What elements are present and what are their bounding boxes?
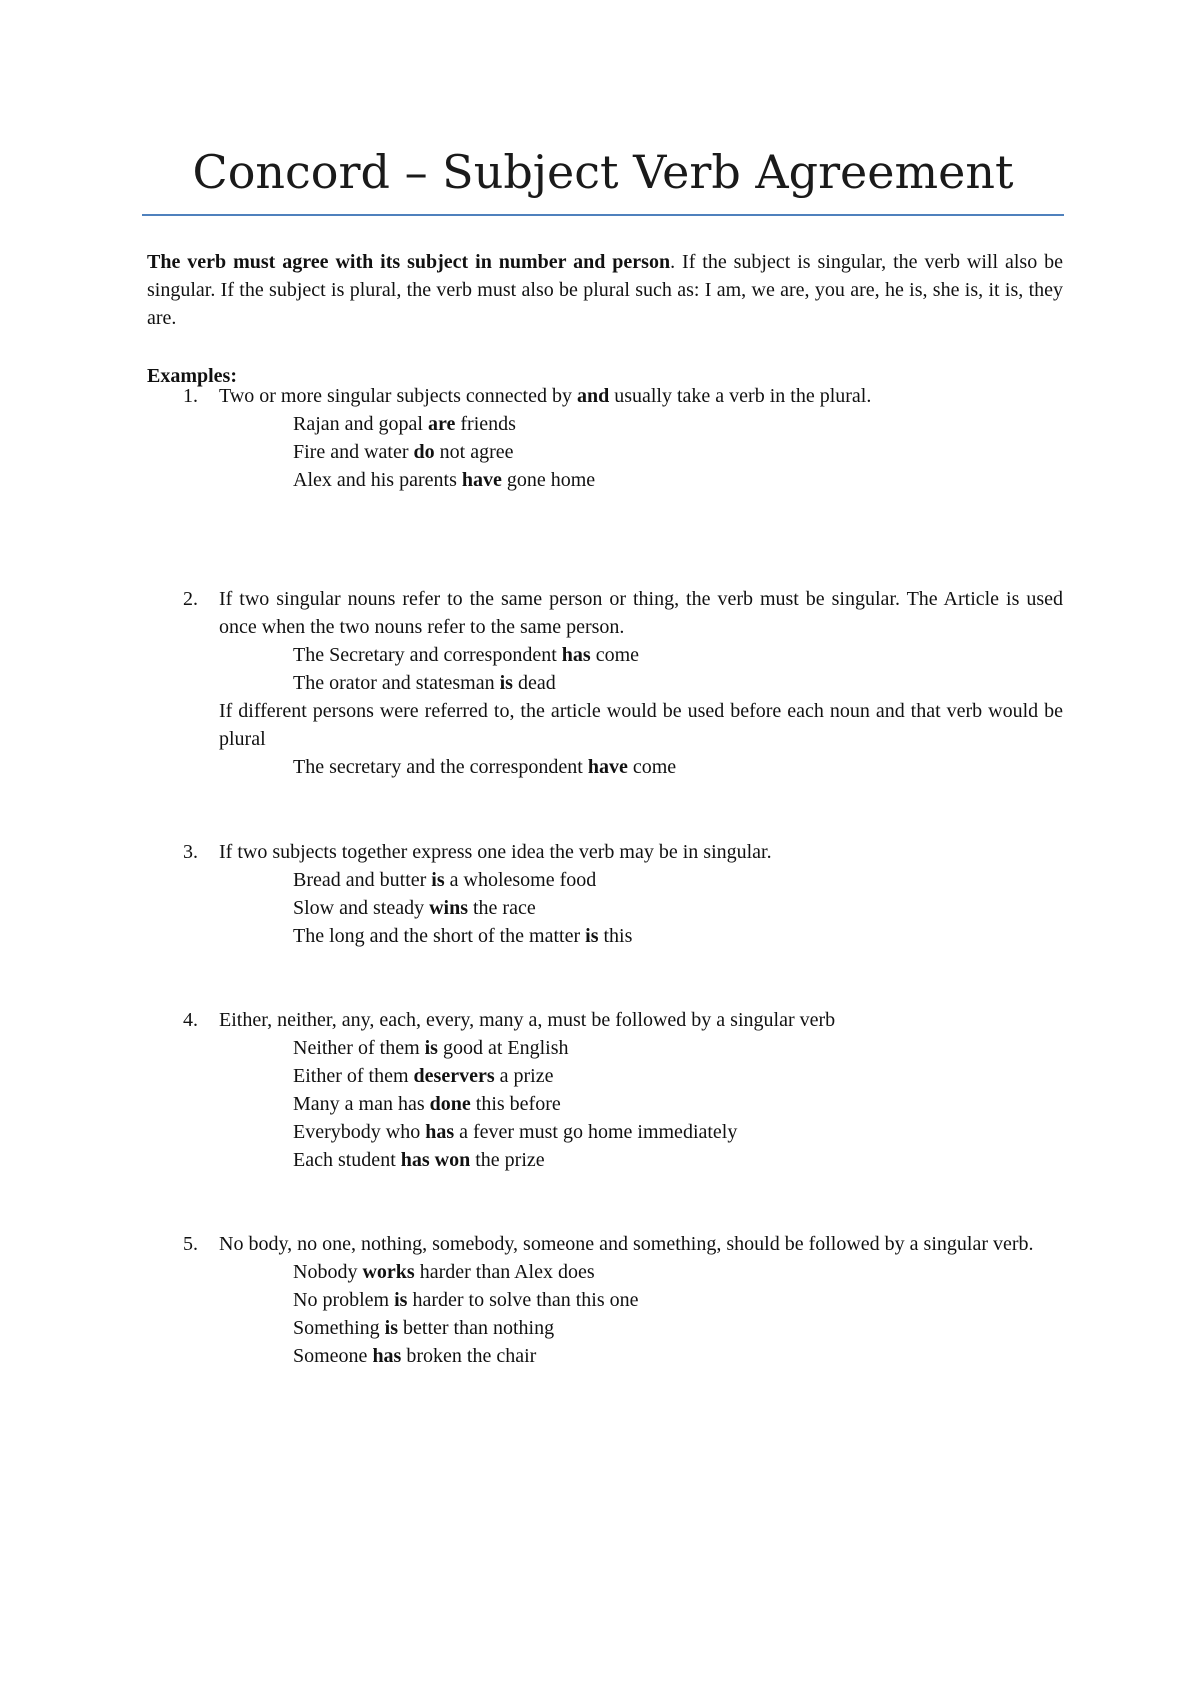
intro-rest: . If the subject is singular, the verb will also be singular. If the subject is plural, the verb must also be plural such as: I am, we are, you are, he is, she is, it is, they are. — [147, 251, 1064, 329]
item-number: 4. — [183, 1009, 198, 1031]
rule-item-3 — [147, 838, 1063, 950]
example-sentence: The secretary and the correspondent have come — [293, 756, 677, 778]
intro-bold-lead: The verb must agree with its subject in number and person — [147, 251, 671, 273]
example-sentence: No problem is harder to solve than this one — [293, 1289, 639, 1311]
example-sentence: Alex and his parents have gone home — [293, 469, 596, 491]
example-sentence: The Secretary and correspondent has come — [293, 644, 639, 666]
rule-item-2 — [147, 585, 1063, 781]
rule-text: Either, neither, any, each, every, many a, must be followed by a singular verb — [219, 1009, 836, 1031]
rule-text — [219, 382, 1063, 410]
title-underline-rule — [142, 214, 1064, 216]
item-number: 5. — [183, 1233, 198, 1255]
example-sentence: The orator and statesman is dead — [293, 672, 556, 694]
example-sentence: Either of them deservers a prize — [293, 1065, 554, 1087]
rule-text-part: Two or more singular subjects connected by — [219, 385, 577, 407]
rule-text-bold: and — [576, 385, 610, 407]
example-sentence: The long and the short of the matter is this — [293, 925, 633, 947]
item-number: 1. — [183, 385, 198, 407]
example-sentence: Bread and butter is a wholesome food — [293, 869, 597, 891]
example-sentence: Each student has won the prize — [293, 1149, 545, 1171]
example-sentence: Everybody who has a fever must go home immediately — [293, 1121, 738, 1143]
rule-item-1 — [147, 382, 1063, 494]
examples-label: Examples: — [147, 365, 237, 387]
page-title: Concord – Subject Verb Agreement — [192, 145, 1014, 199]
item-number: 2. — [183, 588, 198, 610]
example-sentence: Many a man has done this before — [293, 1093, 561, 1115]
example-sentence: Nobody works harder than Alex does — [293, 1261, 595, 1283]
rule-note: If different persons were referred to, the article would be used before each noun and that verb would be plural — [219, 700, 1063, 750]
rule-text-part: usually take a verb in the plural. — [609, 385, 872, 407]
item-number: 3. — [183, 841, 198, 863]
rule-text: No body, no one, nothing, somebody, someone and something, should be followed by a singular verb. — [219, 1233, 1034, 1255]
example-sentence: Slow and steady wins the race — [293, 897, 536, 919]
rule-text: If two subjects together express one idea the verb may be in singular. — [219, 841, 772, 863]
example-sentence: Neither of them is good at English — [293, 1037, 569, 1059]
example-sentence: Rajan and gopal are friends — [293, 413, 516, 435]
intro-paragraph — [147, 248, 1063, 332]
example-sentence: Fire and water do not agree — [293, 441, 514, 463]
rule-item-4 — [147, 1006, 1063, 1174]
rule-text: If two singular nouns refer to the same person or thing, the verb must be singular. The Article is used once when the two nouns refer to the same person. — [219, 588, 1063, 638]
rule-item-5 — [147, 1230, 1063, 1370]
example-sentence: Something is better than nothing — [293, 1317, 555, 1339]
example-sentence: Someone has broken the chair — [293, 1345, 537, 1367]
